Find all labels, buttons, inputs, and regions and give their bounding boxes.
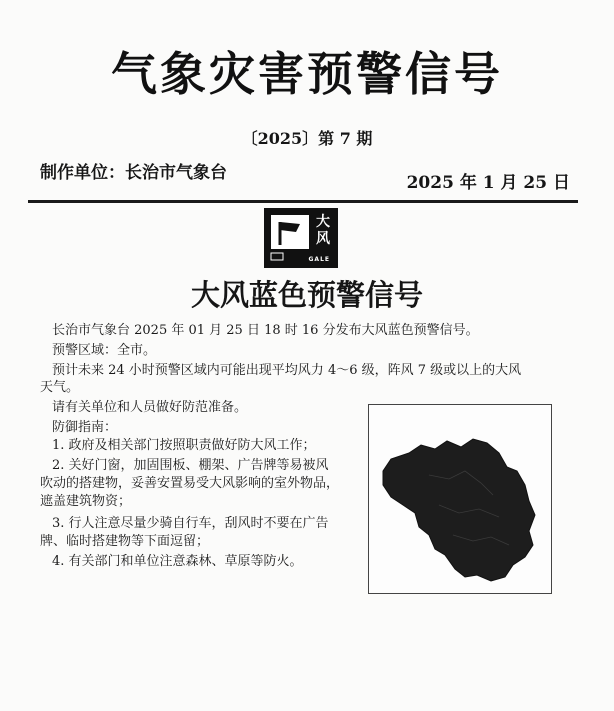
forecast-paragraph-cont: 天气。 xyxy=(40,380,80,395)
guide-item-3: 3. 行人注意尽量少骑自行车，刮风时不要在广告 xyxy=(52,516,329,531)
preparation-notice: 请有关单位和人员做好防范准备。 xyxy=(52,400,248,415)
body-paragraph-1: 长治市气象台 2025 年 01 月 25 日 18 时 16 分发布大风蓝色预警信号。 xyxy=(52,323,479,338)
guide-item-4: 4. 有关部门和单位注意森林、草原等防火。 xyxy=(52,554,303,569)
guide-item-2-cont: 吹动的搭建物，妥善安置易受大风影响的室外物品， xyxy=(40,476,340,491)
signal-title: 大风蓝色预警信号 xyxy=(190,278,423,312)
issue-number: 〔2025〕第 7 期 xyxy=(241,129,373,148)
icon-char-top: 大 xyxy=(316,214,330,230)
guide-item-1: 1. 政府及相关部门按照职责做好防大风工作； xyxy=(52,438,316,453)
gale-blue-signal-icon xyxy=(264,208,338,268)
icon-label-en: GALE xyxy=(308,256,330,263)
guide-heading: 防御指南： xyxy=(52,420,118,435)
guide-item-2-cont2: 遮盖建筑物资； xyxy=(40,494,132,509)
header-divider xyxy=(28,200,578,203)
icon-char-bottom: 风 xyxy=(316,231,330,247)
guide-item-3-cont: 牌、临时搭建物等下面逗留； xyxy=(40,534,210,549)
guide-item-2: 2. 关好门窗，加固围板、棚架、广告牌等易被风 xyxy=(52,458,329,473)
changzhi-region-map xyxy=(369,405,551,593)
document-title: 气象灾害预警信号 xyxy=(111,47,503,101)
issue-date: 2025 年 1 月 25 日 xyxy=(406,173,570,193)
issuing-unit: 制作单位：长治市气象台 xyxy=(40,163,227,183)
warning-area: 预警区域：全市。 xyxy=(52,343,157,358)
icon-glyph-da-feng xyxy=(315,214,331,248)
warning-area-map xyxy=(368,404,552,594)
forecast-paragraph: 预计未来 24 小时预警区域内可能出现平均风力 4～6 级，阵风 7 级或以上的大风 xyxy=(52,363,522,378)
